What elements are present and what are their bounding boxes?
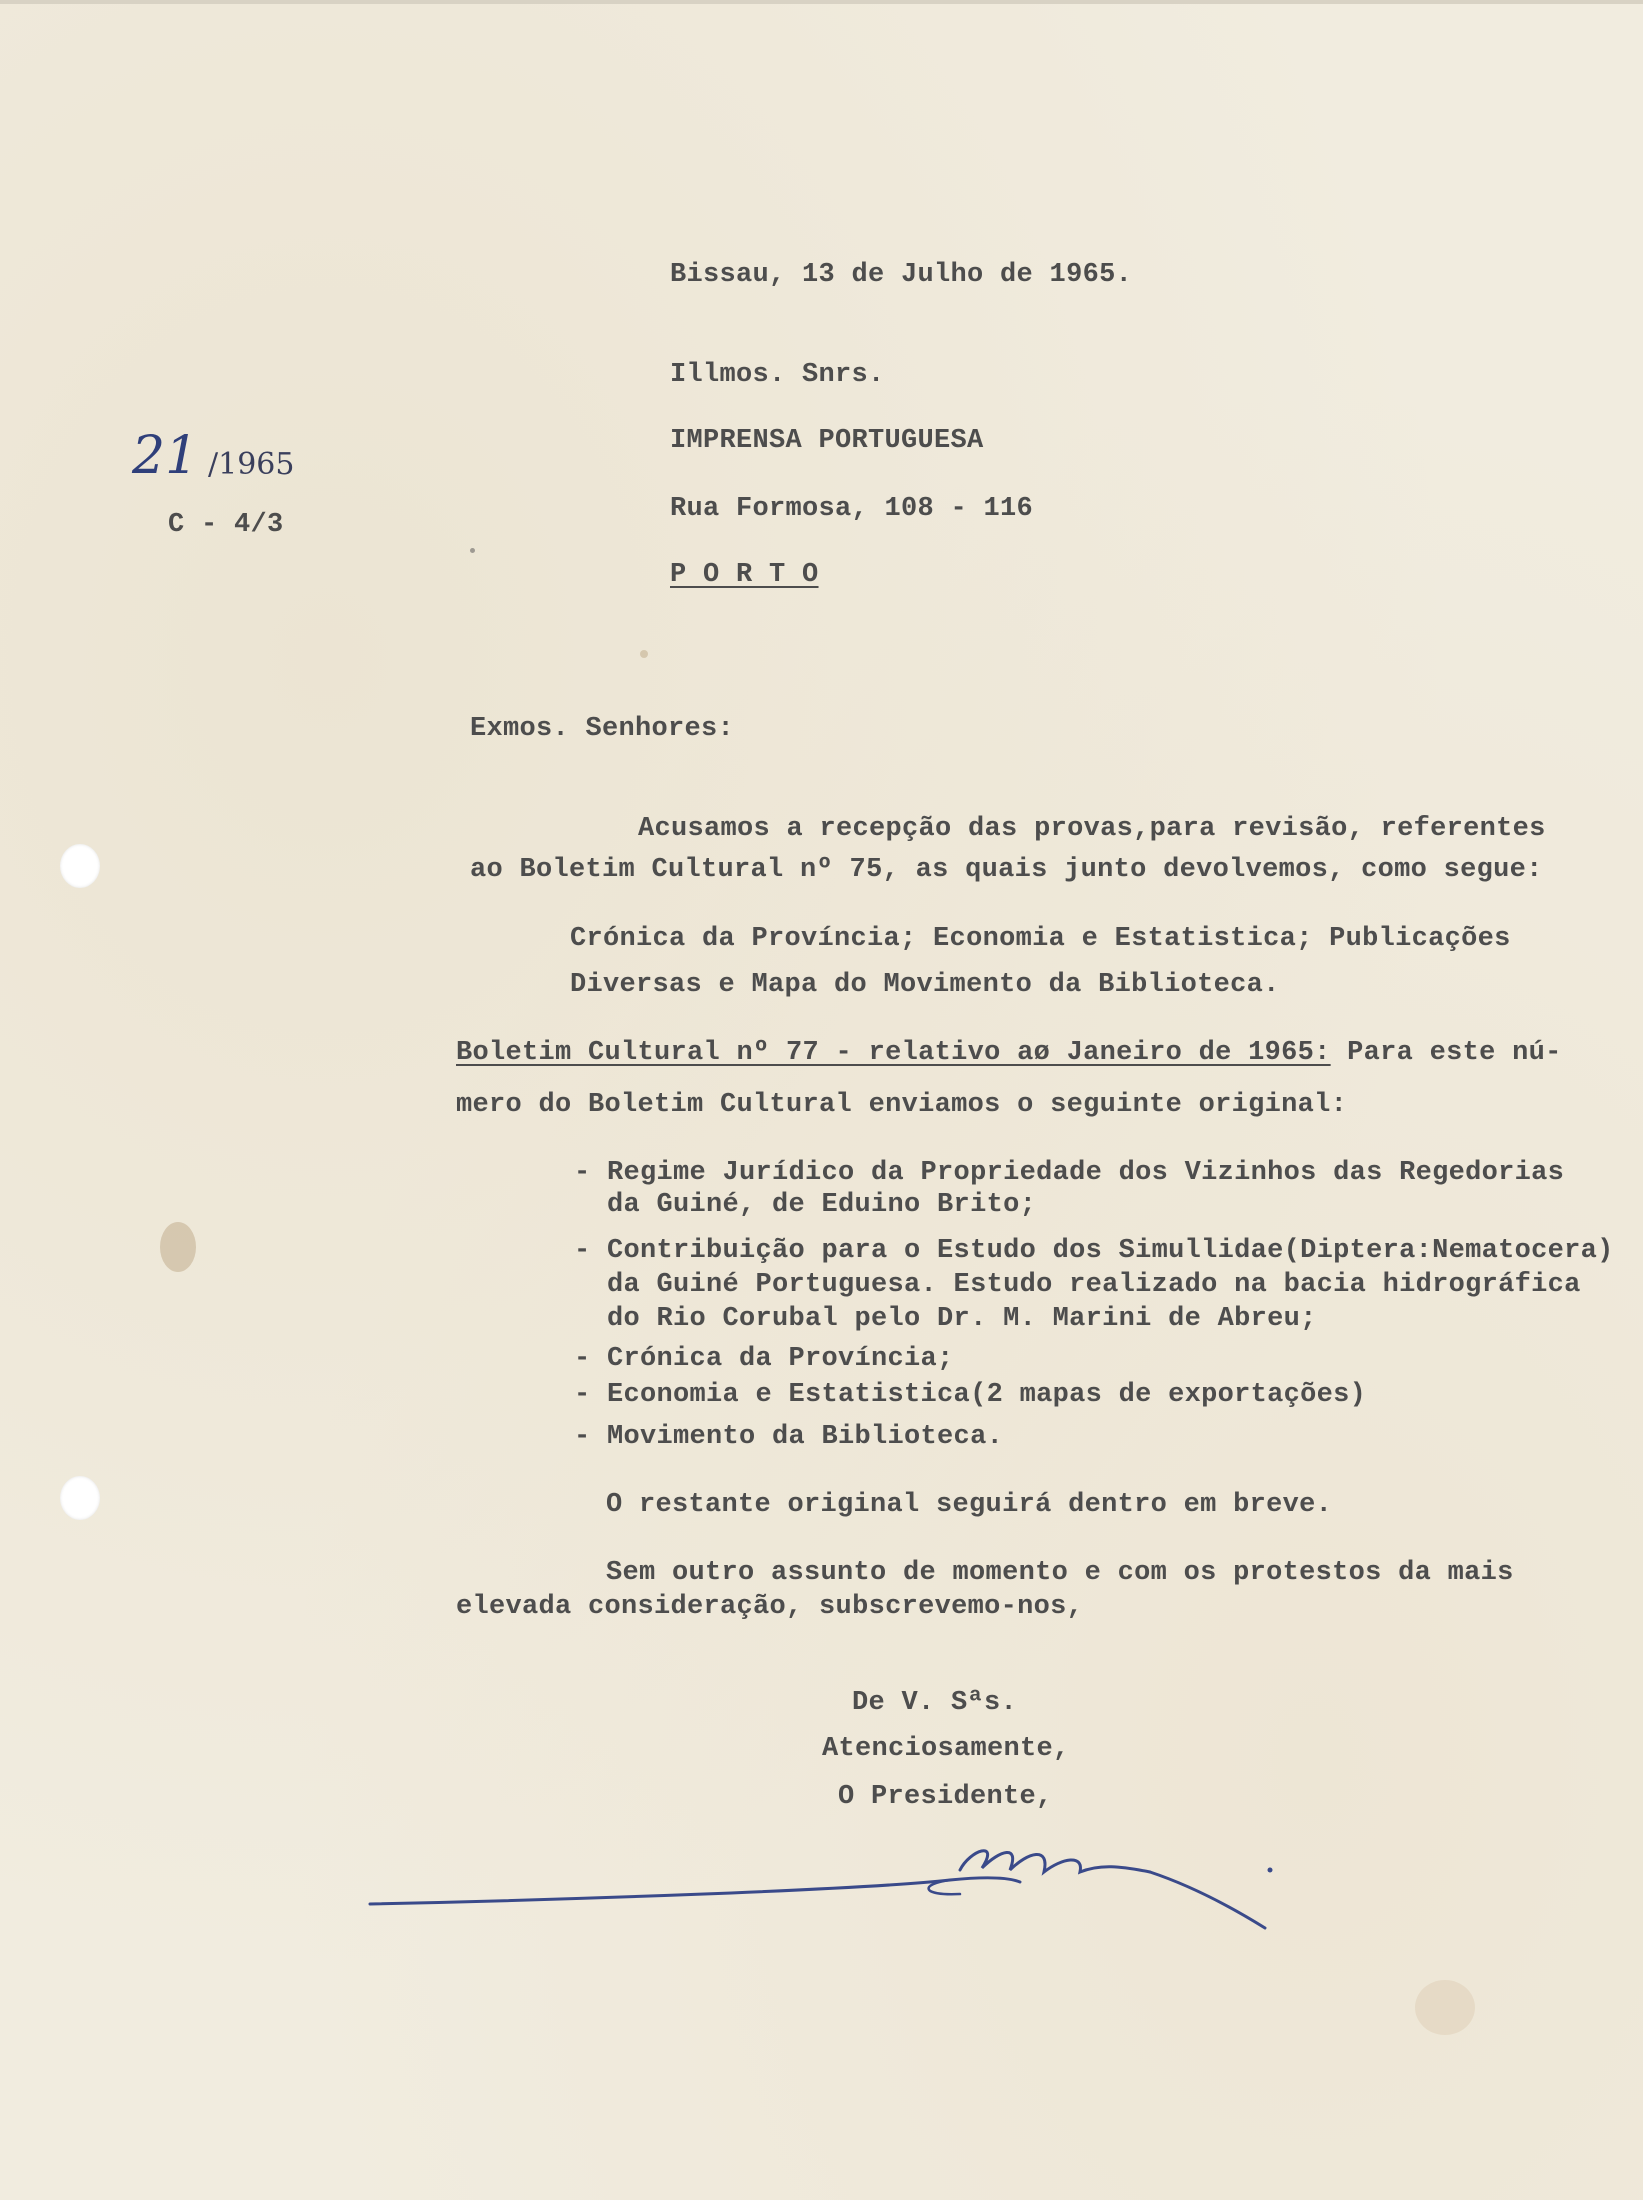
recipient-address: Rua Formosa, 108 - 116 (670, 494, 1034, 524)
closing-line-2: elevada consideração, subscrevemo-nos, (456, 1592, 1084, 1622)
page-edge (0, 0, 1643, 4)
recipient-name: IMPRENSA PORTUGUESA (670, 426, 984, 456)
list-item-continuation: da Guiné Portuguesa. Estudo realizado na bacia hidrográfica (574, 1270, 1581, 1300)
handwritten-reference-year: /1965 (208, 447, 295, 482)
paper-stain (1415, 1980, 1475, 2035)
handwritten-reference-number: 21 (132, 426, 199, 486)
paragraph-2-line-1 (456, 1036, 1562, 1070)
recipient-salutation: Illmos. Snrs. (670, 360, 885, 390)
punch-hole-bottom (60, 1476, 100, 1520)
recipient-city: P O R T O (670, 560, 819, 590)
list-item: - Economia e Estatistica(2 mapas de exportações) (574, 1380, 1367, 1410)
list-item: - Crónica da Província; (574, 1344, 954, 1374)
signoff-line-2: Atenciosamente, (822, 1734, 1070, 1764)
greeting: Exmos. Senhores: (470, 714, 735, 744)
paragraph-2-line-1-rest: Para este nú- (1330, 1038, 1562, 1068)
paper-stain (470, 548, 475, 553)
list-item: - Regime Jurídico da Propriedade dos Vizinhos das Regedorias (574, 1158, 1565, 1188)
list-item-continuation: do Rio Corubal pelo Dr. M. Marini de Abreu; (574, 1304, 1317, 1334)
reference-code: C - 4/3 (168, 510, 284, 540)
list-item: - Movimento da Biblioteca. (574, 1422, 1004, 1452)
paragraph-2-heading: Boletim Cultural nº 77 - relativo aø Janeiro de 1965: (456, 1038, 1331, 1068)
paragraph-1-line-2: ao Boletim Cultural nº 75, as quais junto devolvemos, como segue: (470, 855, 1543, 885)
paragraph-2-line-2: mero do Boletim Cultural enviamos o seguinte original: (456, 1090, 1348, 1120)
punch-hole-top (60, 844, 100, 888)
signoff-line-3: O Presidente, (838, 1782, 1053, 1812)
handwritten-signature (360, 1820, 1300, 1940)
closing-line-1: Sem outro assunto de momento e com os protestos da mais (606, 1558, 1514, 1588)
paragraph-1-line-1: Acusamos a recepção das provas,para revisão, referentes (638, 814, 1546, 844)
paper-stain (640, 650, 648, 658)
paragraph-1-items-line-2: Diversas e Mapa do Movimento da Biblioteca. (570, 970, 1280, 1000)
list-item-continuation: da Guiné, de Eduino Brito; (574, 1190, 1037, 1220)
paper-stain (160, 1222, 196, 1272)
signoff-line-1: De V. Sªs. (852, 1688, 1018, 1718)
remaining-note: O restante original seguirá dentro em breve. (606, 1490, 1333, 1520)
letter-date: Bissau, 13 de Julho de 1965. (670, 260, 1133, 290)
list-item: - Contribuição para o Estudo dos Simullidae(Diptera:Nematocera) (574, 1236, 1614, 1266)
paragraph-1-items-line-1: Crónica da Província; Economia e Estatistica; Publicações (570, 924, 1511, 954)
